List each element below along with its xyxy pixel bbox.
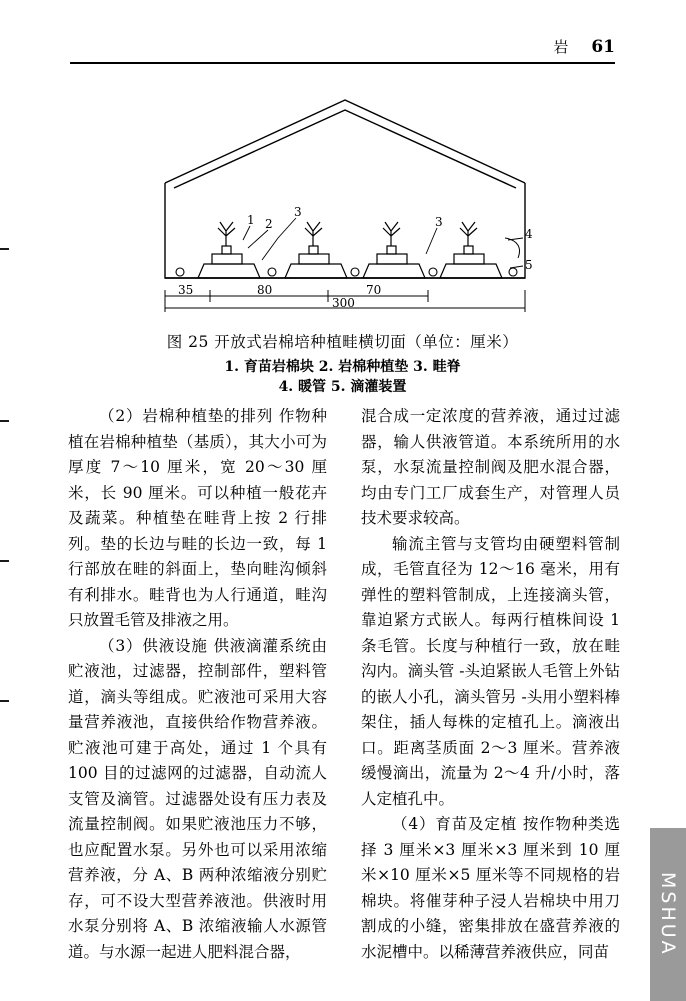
- page-header: [70, 36, 615, 57]
- left-column: [68, 404, 327, 964]
- figure-dimension-80: 80: [257, 283, 273, 297]
- margin-tick: [0, 700, 9, 702]
- paragraph: 混合成一定浓度的营养液，通过过滤器，输人供液管道。本系统所用的水泵，水泵流量控制阀及肥水混合器，均由专门工厂成套生产，对管理人员技术要求较高。: [361, 407, 620, 527]
- paragraph: 输流主管与支管均由硬塑料管制成，毛管直径为 12～16 毫米，用有弹性的塑料管制成，上连接滴头管，靠迫紧方式嵌人。每两行植株间设 1 条毛管。长度与种植行一致，放在畦沟内。滴头管 -头迫紧嵌人毛管上外钻的嵌人小孔，滴头管另 -头用小塑料棒架住，插人每株的定植孔上。滴液出口。距离茎质面 2～3 厘米。营养液缓慢滴出，流量为 2～4 升/小时，落人定植孔中。: [361, 534, 620, 808]
- margin-tick: [0, 420, 9, 422]
- figure-caption: 图 25 开放式岩棉培种植畦横切面（单位：厘米）: [166, 333, 519, 351]
- figure-diagram: [150, 88, 540, 313]
- figure-callout-3a: 3: [294, 205, 302, 219]
- header-divider: [70, 62, 615, 64]
- body-text: [68, 404, 620, 964]
- watermark: MSHUA: [650, 828, 686, 1001]
- margin-tick: [0, 248, 9, 250]
- figure-legend-line-2: 4. 暖管 5. 滴灌装置: [278, 379, 407, 395]
- page-number: 61: [591, 37, 615, 57]
- figure-callout-1: 1: [247, 213, 255, 227]
- paragraph: （3）供液设施 供液滴灌系统由贮液池，过滤器，控制部件，塑料管道，滴头等组成。贮液池可采用大容量营养液池，直接供给作物营养液。贮液池可建于高处，通过 1 个具有 100 目的过滤网的过滤器，自动流人支管及滴管。过滤器处设有压力表及流量控制阀。如果贮液池压力不够，也应配置水泵。另外也可以采用浓缩营养液，分 A、B 两种浓缩液分别贮存，可不设大型营养液池。供液时用水泵分别将 A、B 浓缩液输人水源管道。与水源一起进人肥料混合器，: [68, 636, 327, 961]
- figure-dimension-35: 35: [178, 283, 194, 297]
- figure-callout-3b: 3: [435, 215, 443, 229]
- figure-dimension-70: 70: [366, 283, 382, 297]
- margin-tick: [0, 560, 9, 562]
- figure-callout-5: 5: [525, 258, 533, 272]
- figure-legend-line-1: 1. 育苗岩棉块 2. 岩棉种植垫 3. 畦脊: [224, 359, 461, 375]
- figure-callout-4: 4: [525, 227, 533, 241]
- paragraph: （4）育苗及定植 按作物种类选择 3 厘米×3 厘米×3 厘米到 10 厘米×10 厘米×5 厘米等不同规格的岩棉块。将催芽种子浸人岩棉块中用刀割成的小缝，密集排放在盛营养液的水泥槽中。以稀薄营养液供应，同苗: [361, 815, 620, 961]
- chapter-label: 岩: [553, 38, 570, 56]
- right-column: [361, 404, 620, 964]
- paragraph: （2）岩棉种植垫的排列 作物种植在岩棉种植垫（基质），其大小可为厚度 7～10 厘米，宽 20～30 厘米，长 90 厘米。可以种植一般花卉及蔬菜。种植垫在畦背上按 2 行排列。垫的长边与畦的长边一致，每 1 行部放在畦的斜面上，垫向畦沟倾斜有利排水。畦背也为人行通道，畦沟只放置毛管及排液之用。: [68, 407, 327, 629]
- figure-callout-2: 2: [265, 217, 273, 231]
- figure-dimension-300: 300: [332, 296, 355, 310]
